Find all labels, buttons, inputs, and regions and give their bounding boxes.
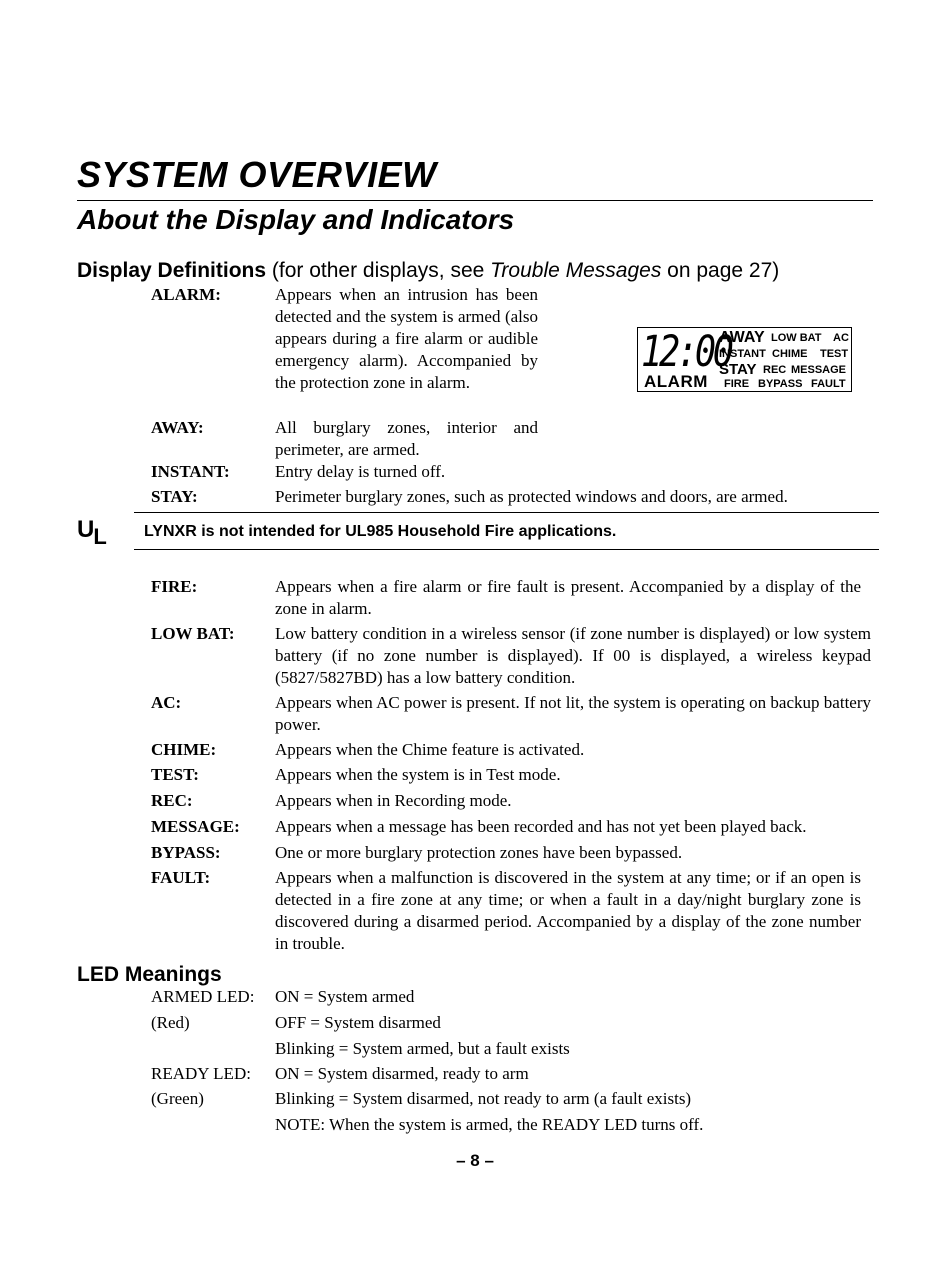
ul-logo-l: L [93, 524, 107, 549]
def-chime: Appears when the Chime feature is activated. [275, 740, 585, 759]
trouble-messages-reference: Trouble Messages [490, 259, 662, 282]
def-message: Appears when a message has been recorded and has not yet been played back. [275, 817, 807, 836]
led-term-green: (Green) [151, 1089, 204, 1108]
term-fire: FIRE: [151, 577, 198, 596]
ul-notice-text: LYNXR is not intended for UL985 Household Fire applications. [144, 523, 617, 540]
ul-logo-u: U [77, 516, 95, 543]
led-meanings-heading: LED Meanings [77, 963, 222, 986]
lcd-bypass-label: BYPASS [758, 378, 803, 390]
display-definitions-heading [77, 257, 779, 285]
term-alarm: ALARM: [151, 285, 221, 304]
display-definitions-note-post: on page 27) [661, 259, 780, 282]
ul-notice-bottom-rule [134, 549, 879, 550]
term-chime: CHIME: [151, 740, 217, 759]
lcd-stay-label: STAY [719, 361, 757, 378]
term-bypass: BYPASS: [151, 843, 221, 862]
lcd-instant-label: INSTANT [719, 348, 766, 360]
def-bypass: One or more burglary protection zones have been bypassed. [275, 843, 683, 862]
ul-notice-top-rule [134, 512, 879, 513]
def-ac: Appears when AC power is present. If not lit, the system is operating on backup battery power. [275, 693, 871, 734]
section-subtitle: About the Display and Indicators [77, 204, 515, 235]
term-instant: INSTANT: [151, 462, 230, 481]
lcd-test-label: TEST [820, 348, 849, 360]
term-low-bat: LOW BAT: [151, 624, 235, 643]
lcd-low-bat-label: LOW BAT [771, 332, 822, 344]
def-stay: Perimeter burglary zones, such as protected windows and doors, are armed. [275, 487, 788, 506]
def-fault: Appears when a malfunction is discovered in the system at any time; or if an open is detected in a fire zone at any time; or when a fault in a day/night burglary zone is discovered during a disarmed period. Accompanied by a display of the zone number in trouble. [275, 868, 861, 953]
def-low-bat: Low battery condition in a wireless sensor (if zone number is displayed) or low system battery (if no zone number is displayed). If 00 is displayed, a wireless keypad (5827/5827BD) has a low battery condition. [275, 624, 871, 687]
def-test: Appears when the system is in Test mode. [275, 765, 561, 784]
lcd-fault-label: FAULT [811, 378, 846, 390]
term-fault: FAULT: [151, 868, 211, 887]
led-def-ready-on: ON = System disarmed, ready to arm [275, 1064, 529, 1083]
led-term-armed: ARMED LED: [151, 987, 255, 1006]
term-rec: REC: [151, 791, 193, 810]
led-def-armed-off: OFF = System disarmed [275, 1013, 441, 1032]
led-def-armed-on: ON = System armed [275, 987, 415, 1006]
lcd-rec-label: REC [763, 364, 787, 376]
display-definitions-label: Display Definitions [77, 259, 267, 282]
term-ac: AC: [151, 693, 182, 712]
lcd-message-label: MESSAGE [791, 364, 847, 376]
led-term-red: (Red) [151, 1013, 190, 1032]
def-rec: Appears when in Recording mode. [275, 791, 512, 810]
led-def-ready-blinking: Blinking = System disarmed, not ready to arm (a fault exists) [275, 1089, 692, 1108]
led-def-armed-blinking: Blinking = System armed, but a fault exists [275, 1039, 570, 1058]
page-title: SYSTEM OVERVIEW [77, 154, 437, 195]
lcd-away-label: AWAY [719, 329, 765, 346]
term-test: TEST: [151, 765, 199, 784]
ul-logo [77, 516, 107, 549]
def-away: All burglary zones, interior and perimeter, are armed. [275, 418, 538, 459]
lcd-digits: 12:00 [641, 327, 731, 377]
lcd-display-illustration [637, 327, 852, 392]
led-note: NOTE: When the system is armed, the READY LED turns off. [275, 1115, 704, 1134]
page-number: – 8 – [456, 1151, 494, 1170]
lcd-chime-label: CHIME [772, 348, 808, 360]
def-instant: Entry delay is turned off. [275, 462, 446, 481]
led-term-ready: READY LED: [151, 1064, 251, 1083]
lcd-ac-label: AC [833, 332, 849, 344]
lcd-alarm-label: ALARM [644, 372, 708, 391]
def-fire: Appears when a fire alarm or fire fault is present. Accompanied by a display of the zone in alarm. [275, 577, 861, 618]
term-away: AWAY: [151, 418, 204, 437]
term-message: MESSAGE: [151, 817, 240, 836]
def-alarm: Appears when an intrusion has been detected and the system is armed (also appears during a fire alarm or audible emergency alarm). Accompanied by the protection zone in alarm. [275, 285, 538, 392]
term-stay: STAY: [151, 487, 198, 506]
display-definitions-note-pre: (for other displays, see [266, 259, 491, 282]
lcd-fire-label: FIRE [724, 378, 750, 390]
